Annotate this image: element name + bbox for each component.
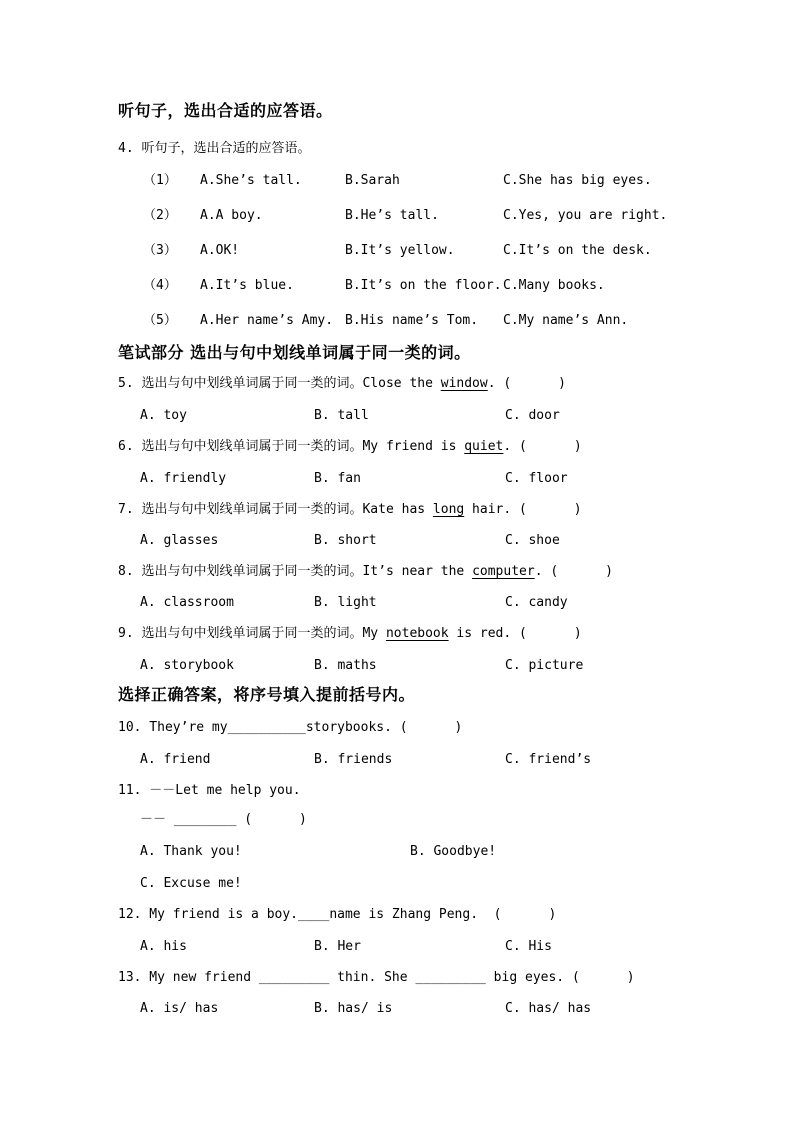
underlined-word: notebook	[385, 626, 449, 641]
question-text-pre: 7. 选出与句中划线单词属于同一类的词。Kate has	[118, 502, 433, 517]
question-7-text	[118, 500, 778, 520]
question-text-post: . ( )	[503, 439, 582, 454]
question-9-options	[0, 656, 794, 676]
option-c: C. shoe	[505, 533, 560, 548]
option-c: C. His	[505, 939, 552, 954]
option-c: C.My name’s Ann.	[503, 313, 629, 328]
question-12-options	[0, 937, 794, 957]
written-section-heading: 笔试部分 选出与句中划线单词属于同一类的词。	[118, 343, 471, 362]
option-b: B. tall	[314, 408, 369, 423]
question-10-text: 10. They’re my__________storybooks. ( )	[118, 720, 463, 735]
option-a: A. glasses	[140, 533, 219, 548]
answer-blank: －－ ________ ( )	[140, 812, 307, 827]
option-b: B. short	[314, 533, 377, 548]
option-b: B. maths	[314, 658, 377, 673]
option-b: B.It’s yellow.	[345, 243, 455, 258]
item-number: （5）	[143, 313, 177, 328]
option-a: A.OK!	[200, 243, 240, 258]
question-11-options-row1	[0, 842, 794, 862]
item-number: （4）	[143, 278, 177, 293]
question-text-post: hair. ( )	[464, 502, 582, 517]
question-9-text	[118, 624, 778, 644]
option-b: B. friends	[314, 752, 393, 767]
question-13-options	[0, 999, 794, 1019]
question-text-pre: 9. 选出与句中划线单词属于同一类的词。My	[118, 626, 386, 641]
option-b: B. Her	[314, 939, 361, 954]
option-c: C. friend’s	[505, 752, 592, 767]
option-c: C.Yes, you are right.	[503, 208, 668, 223]
option-a: A. his	[140, 939, 187, 954]
question-11-options-row2	[0, 874, 794, 894]
option-b: B. has/ is	[314, 1001, 393, 1016]
option-a: A. friendly	[140, 471, 227, 486]
option-b: B.He’s tall.	[345, 208, 439, 223]
option-b: B. light	[314, 595, 377, 610]
question-text-pre: 8. 选出与句中划线单词属于同一类的词。It’s near the	[118, 564, 473, 579]
question-11-text-line2	[0, 810, 794, 830]
option-c: C.She has big eyes.	[503, 173, 652, 188]
option-a: A. storybook	[140, 658, 234, 673]
question-7-options	[0, 531, 794, 551]
option-a: A. classroom	[140, 595, 234, 610]
question-4-row-1	[0, 171, 794, 191]
option-c: C. Excuse me!	[140, 876, 242, 891]
option-a: A. toy	[140, 408, 187, 423]
question-5-options	[0, 406, 794, 426]
underlined-word: computer	[472, 564, 535, 579]
question-text-pre: 6. 选出与句中划线单词属于同一类的词。My friend is	[118, 439, 465, 454]
option-b: B. Goodbye!	[410, 844, 497, 859]
question-text-pre: 5. 选出与句中划线单词属于同一类的词。Close the	[118, 376, 441, 391]
underlined-word: window	[440, 376, 488, 391]
option-a: A. is/ has	[140, 1001, 219, 1016]
option-a: A. friend	[140, 752, 211, 767]
question-6-options	[0, 469, 794, 489]
item-number: （3）	[143, 243, 177, 258]
question-6-text	[118, 437, 778, 457]
question-11-text-line1: 11. －－Let me help you.	[118, 783, 301, 798]
option-a: A.Her name’s Amy.	[200, 313, 334, 328]
option-c: C. door	[505, 408, 560, 423]
option-a: A.A boy.	[200, 208, 263, 223]
question-4-row-2	[0, 206, 794, 226]
option-c: C. picture	[505, 658, 584, 673]
option-a: A.It’s blue.	[200, 278, 294, 293]
question-text-post: . ( )	[534, 564, 613, 579]
question-8-options	[0, 593, 794, 613]
question-5-text	[118, 374, 778, 394]
question-text-post: . ( )	[487, 376, 566, 391]
question-4-row-4	[0, 276, 794, 296]
option-a: A.She’s tall.	[200, 173, 302, 188]
question-4-row-5	[0, 311, 794, 331]
listening-section-heading: 听句子，选出合适的应答语。	[118, 101, 333, 120]
item-number: （1）	[143, 173, 177, 188]
question-10-options	[0, 750, 794, 770]
option-b: B.It’s on the floor.	[345, 278, 502, 293]
question-4-row-3	[0, 241, 794, 261]
underlined-word: quiet	[464, 439, 504, 454]
option-c: C.Many books.	[503, 278, 605, 293]
option-c: C. has/ has	[505, 1001, 592, 1016]
item-number: （2）	[143, 208, 177, 223]
option-c: C. floor	[505, 471, 568, 486]
option-c: C.It’s on the desk.	[503, 243, 652, 258]
question-text-post: is red. ( )	[448, 626, 582, 641]
option-c: C. candy	[505, 595, 568, 610]
underlined-word: long	[432, 502, 465, 517]
question-4-text: 4. 听句子，选出合适的应答语。	[118, 141, 311, 156]
option-b: B. fan	[314, 471, 361, 486]
question-8-text	[118, 562, 778, 582]
question-13-text: 13. My new friend _________ thin. She _________ big eyes. ( )	[118, 970, 635, 985]
option-b: B.His name’s Tom.	[345, 313, 479, 328]
option-a: A. Thank you!	[140, 844, 242, 859]
question-12-text: 12. My friend is a boy.____name is Zhang Peng. ( )	[118, 907, 557, 922]
option-b: B.Sarah	[345, 173, 400, 188]
choice-section-heading: 选择正确答案，将序号填入提前括号内。	[118, 685, 416, 704]
